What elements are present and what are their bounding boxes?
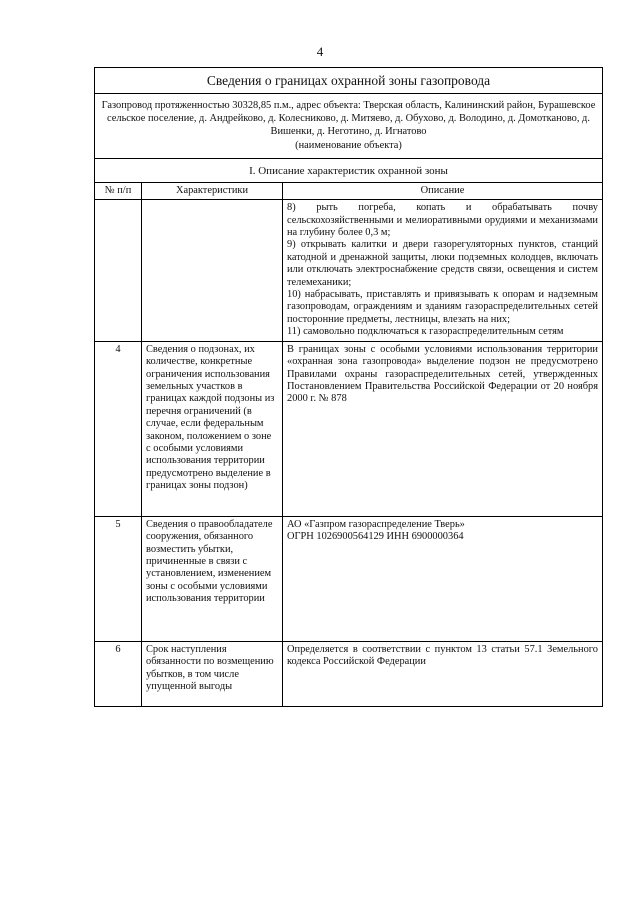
row-number: [95, 200, 142, 341]
object-info: [95, 94, 602, 159]
row-characteristic: Сведения о подзонах, их количестве, конкретные ограничения использования земельных участков в границах каждой подзоны из перечня ограничений (в случае, если федеральным законом, положением о зоне с особыми условиями использования территории предусмотрено выделение в границах зоны подзон): [142, 341, 283, 516]
restriction-item: 9) открывать калитки и двери газорегуляторных пунктов, станций катодной и дренажной защиты, люки подземных колодцев, включать или отключать электроснабжение средств связи, освещения и систем телемеханики;: [287, 239, 598, 288]
header-number: № п/п: [95, 183, 142, 200]
header-description: Описание: [283, 183, 603, 200]
table-row: [95, 516, 602, 641]
header-characteristics: Характеристики: [142, 183, 283, 200]
table-row: [95, 641, 602, 706]
restriction-item: 11) самовольно подключаться к газораспределительным сетям: [287, 326, 564, 338]
restriction-item: 10) набрасывать, приставлять и привязывать к опорам и надземным газопроводам, ограждениям и зданиям газораспределительных сетей посторонние предметы, лестницы, влезать на них;: [287, 289, 598, 325]
characteristics-table: [95, 183, 602, 706]
row-description: В границах зоны с особыми условиями использования территории «охранная зона газопровода» выделение подзон не предусмотрено Правилами охраны газораспределительных сетей, утвержденных Постановлением Правительства Российской Федерации от 20 ноября 2000 г. № 878: [283, 341, 603, 516]
object-description: Газопровод протяженностью 30328,85 п.м., адрес объекта: Тверская область, Калининский район, Бурашевское сельское поселение, д. Андрейково, д. Колесниково, д. Митяево, д. Обухово, д. Володино, д. Домотканово, д. Вишенки, д. Неготино, д. Игнатово: [101, 100, 596, 138]
object-caption: (наименование объекта): [295, 139, 402, 151]
document-frame: [94, 67, 603, 707]
row-characteristic: [142, 200, 283, 341]
table-row: [95, 200, 602, 341]
row-description: [283, 516, 603, 641]
row-characteristic: Срок наступления обязанности по возмещению убытков, в том числе упущенной выгоды: [142, 641, 283, 706]
table-header-row: [95, 183, 602, 200]
row-number: 6: [95, 641, 142, 706]
owner-registration: ОГРН 1026900564129 ИНН 6900000364: [287, 531, 464, 543]
page-number: 4: [316, 44, 324, 59]
row-description: Определяется в соответствии с пунктом 13 статьи 57.1 Земельного кодекса Российской Федерации: [283, 641, 603, 706]
row-description: [283, 200, 603, 341]
section-title: I. Описание характеристик охранной зоны: [95, 159, 602, 183]
restriction-item: 8) рыть погреба, копать и обрабатывать почву сельскохозяйственными и мелиоративными орудиями и механизмами на глубину более 0,3 м;: [287, 202, 598, 239]
row-number: 5: [95, 516, 142, 641]
row-characteristic: Сведения о правообладателе сооружения, обязанного возместить убытки, причиненные в связи с установлением, изменением зоны с особыми условиями использования территории: [142, 516, 283, 641]
row-number: 4: [95, 341, 142, 516]
owner-name: АО «Газпром газораспределение Тверь»: [287, 518, 465, 530]
document-title: Сведения о границах охранной зоны газопровода: [95, 68, 602, 94]
table-row: [95, 341, 602, 516]
